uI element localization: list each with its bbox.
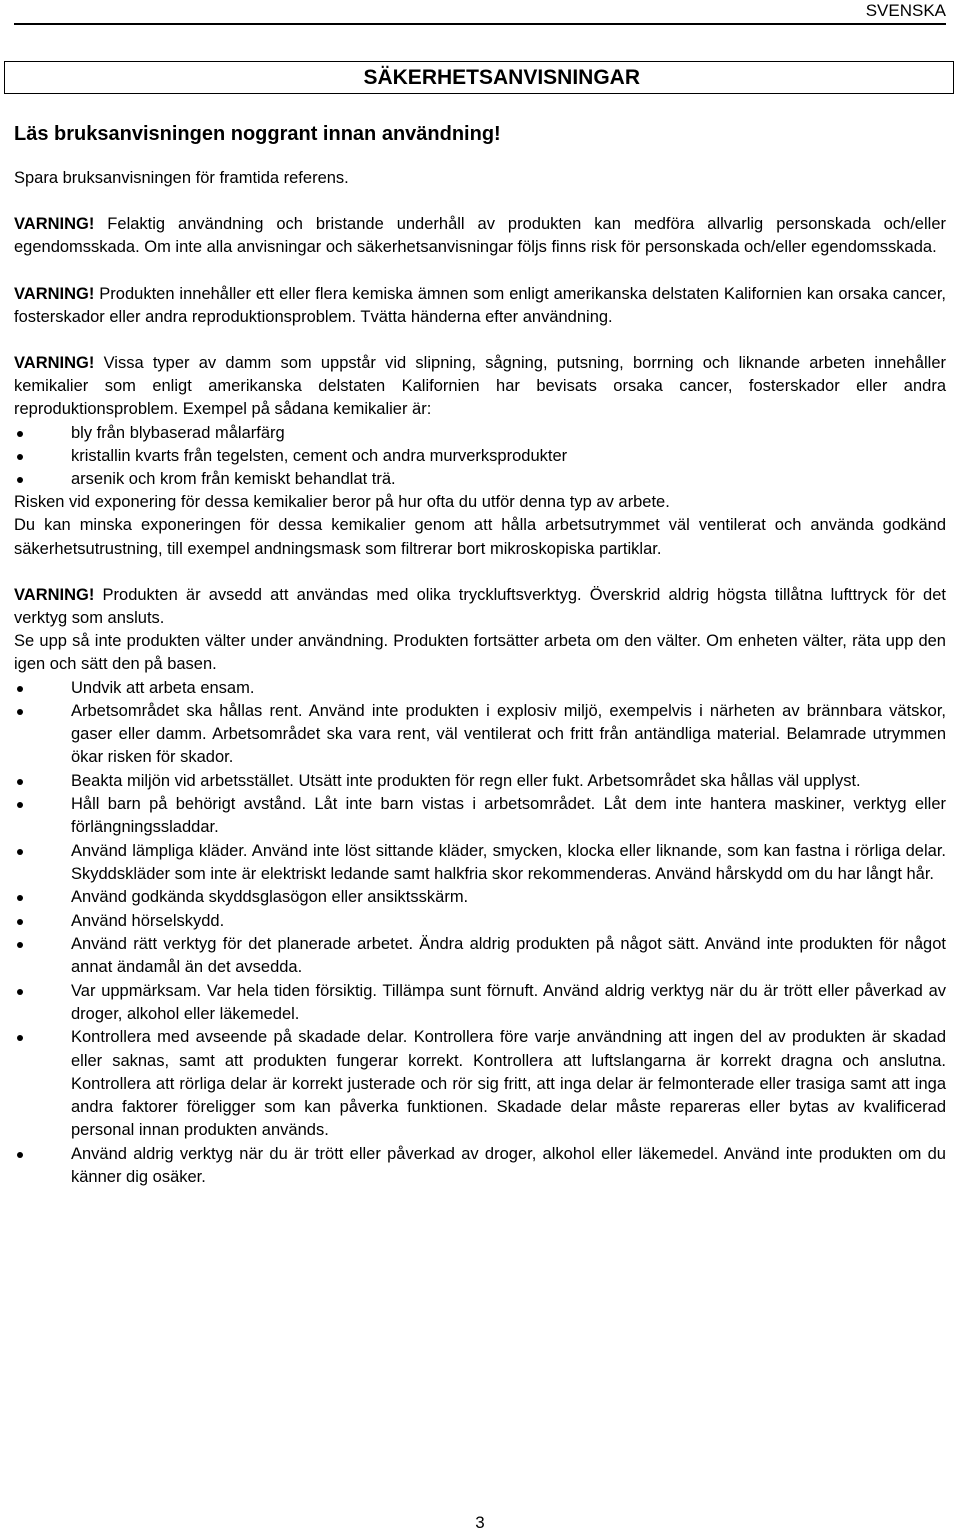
bullet-icon — [17, 849, 23, 855]
bullet-icon — [17, 454, 23, 460]
warning-text: Felaktig användning och bristande underhåll av produkten kan medföra allvarlig personskada och/eller egendomsskada. Om inte alla anvisningar och säkerhetsanvisningar följs finns risk för personskada och/eller egendomsskada. — [14, 215, 946, 257]
bullet-icon — [17, 431, 23, 437]
language-header: SVENSKA — [865, 1, 946, 20]
warning-paragraph-1 — [14, 213, 946, 259]
list-item: Beakta miljön vid arbetsstället. Utsätt inte produkten för regn eller fukt. Arbetsområdet ska hållas väl upplyst. — [14, 770, 946, 793]
list-item: Undvik att arbeta ensam. — [14, 677, 946, 700]
bullet-icon — [17, 686, 23, 692]
warning-text: Vissa typer av damm som uppstår vid slipning, sågning, putsning, borrning och liknande arbeten innehåller kemikalier som enligt amerikanska delstaten Kalifornien har bevisats orsaka cancer, fosterskador eller andra reproduktionsproblem. Exempel på sådana kemikalier är: — [14, 354, 946, 419]
save-note: Spara bruksanvisningen för framtida referens. — [14, 169, 349, 187]
list-item: Var uppmärksam. Var hela tiden försiktig. Tillämpa sunt förnuft. Använd aldrig verktyg när du är trött eller påverkad av droger, alkohol eller läkemedel. — [14, 980, 946, 1026]
bullet-icon — [17, 989, 23, 995]
bullet-icon — [17, 1152, 23, 1158]
bullet-icon — [17, 709, 23, 715]
warning-label: VARNING! — [14, 215, 95, 234]
warning-paragraph-3 — [14, 352, 946, 422]
warning-text: Produkten är avsedd att användas med olika tryckluftsverktyg. Överskrid aldrig högsta tillåtna lufttryck för det verktyg som ansluts. — [14, 585, 946, 628]
intro-heading: Läs bruksanvisningen noggrant innan användning! — [14, 123, 501, 145]
list-item: Använd lämpliga kläder. Använd inte löst sittande kläder, smycken, klocka eller liknande, som kan fastna i rörliga delar. Skyddskläder som inte är elektriskt ledande samt halkfria skor rekommenderas. Använd hårskydd om du har långt hår. — [14, 840, 946, 886]
list-item: bly från blybaserad målarfärg — [14, 422, 946, 445]
page-number: 3 — [475, 1513, 485, 1532]
list-item: kristallin kvarts från tegelsten, cement och andra murverksprodukter — [14, 445, 946, 468]
list-item: Använd hörselskydd. — [14, 910, 946, 933]
list-item: Använd rätt verktyg för det planerade arbetet. Ändra aldrig produkten på något sätt. Använd inte produkten för något annat ändamål än det avsedda. — [14, 933, 946, 979]
warning-label: VARNING! — [14, 585, 95, 604]
bullet-icon — [17, 779, 23, 785]
bullet-icon — [17, 1035, 23, 1041]
reduce-exposure-note: Du kan minska exponeringen för dessa kemikalier genom att hålla arbetsutrymmet väl ventilerat och använda godkänd säkerhetsutrustning, till exempel andningsmask som filtrerar bort mikroskopiska partiklar. — [14, 516, 946, 558]
bullet-icon — [17, 942, 23, 948]
list-item: Använd godkända skyddsglasögon eller ansiktsskärm. — [14, 886, 946, 909]
warning-paragraph-2 — [14, 283, 946, 329]
warning-label: VARNING! — [14, 284, 95, 303]
header-rule — [14, 23, 946, 25]
warning-text: Produkten innehåller ett eller flera kemiska ämnen som enligt amerikanska delstaten Kalifornien kan orsaka cancer, fosterskador eller andra reproduktionsproblem. Tvätta händerna efter användning. — [14, 284, 946, 326]
safety-list — [14, 677, 946, 1189]
bullet-icon — [17, 802, 23, 808]
bullet-icon — [17, 919, 23, 925]
bullet-icon — [17, 477, 23, 483]
list-item: Arbetsområdet ska hållas rent. Använd inte produkten i explosiv miljö, exempelvis i närheten av brännbara vätskor, gaser eller damm. Arbetsområdet ska vara rent, väl ventilerat och fritt från antändliga material. Belamrade utrymmen ökar risken för skador. — [14, 700, 946, 770]
list-item: Håll barn på behörigt avstånd. Låt inte barn vistas i arbetsområdet. Låt dem inte hantera maskiner, verktyg eller förlängningssladdar. — [14, 793, 946, 839]
risk-note: Risken vid exponering för dessa kemikalier beror på hur ofta du utför denna typ av arbete. — [14, 493, 670, 512]
warning-paragraph-4 — [14, 584, 946, 630]
page-title: SÄKERHETSANVISNINGAR — [363, 66, 640, 89]
list-item: arsenik och krom från kemiskt behandlat trä. — [14, 468, 946, 491]
document-body — [14, 121, 946, 1189]
warning-label: VARNING! — [14, 354, 95, 373]
bullet-icon — [17, 895, 23, 901]
tipping-note: Se upp så inte produkten välter under användning. Produkten fortsätter arbeta om den välter. Om enheten välter, räta upp den igen och sätt den på basen. — [14, 632, 946, 674]
chemical-list — [14, 422, 946, 492]
list-item: Använd aldrig verktyg när du är trött eller påverkad av droger, alkohol eller läkemedel. Använd inte produkten om du känner dig osäker. — [14, 1143, 946, 1189]
list-item: Kontrollera med avseende på skadade delar. Kontrollera före varje användning att ingen del av produkten är skadad eller saknas, samt att produkten fungerar korrekt. Kontrollera att luftslangarna är korrekt dragna och anslutna. Kontrollera att rörliga delar är korrekt justerade och rör sig fritt, att inga delar är felmonterade eller trasiga samt att inga andra faktorer föreligger som kan påverka funktionen. Skadade delar måste repareras eller bytas av kvalificerad personal innan produkten används. — [14, 1026, 946, 1142]
